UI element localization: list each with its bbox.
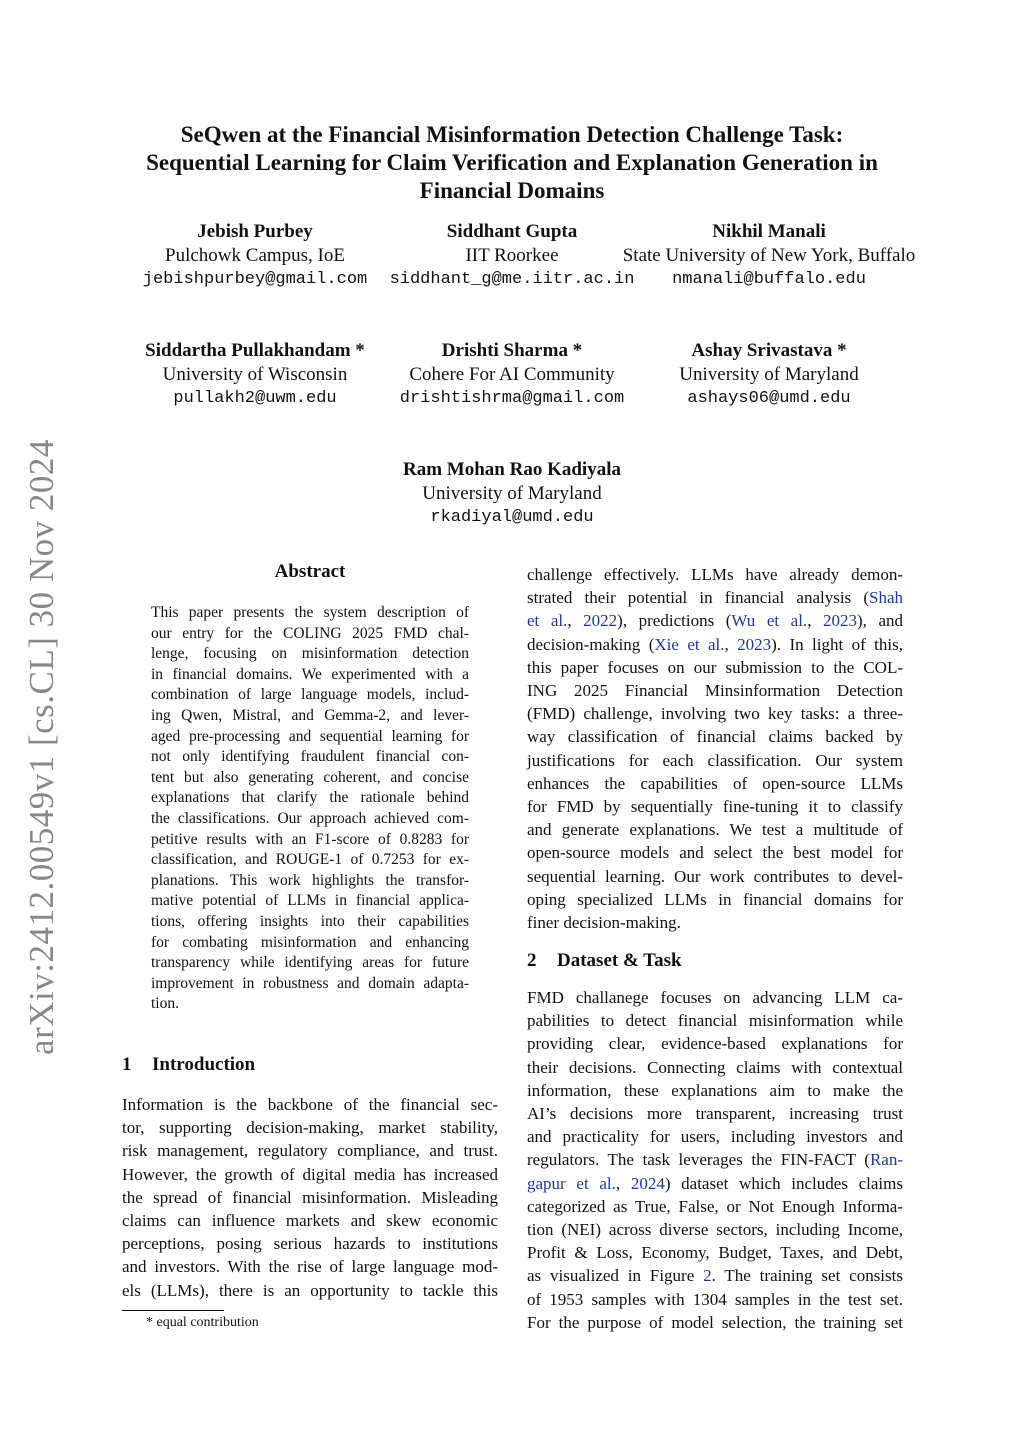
text-line: tor, supporting decision-making, market stability, bbox=[122, 1118, 498, 1138]
citation-link[interactable]: Wu et al. bbox=[731, 611, 808, 631]
citation-link[interactable]: Ran- bbox=[869, 1150, 903, 1170]
abstract-heading: Abstract bbox=[274, 561, 346, 582]
text-line: and investors. With the rise of large language mod- bbox=[122, 1257, 498, 1277]
text-line: ING 2025 Financial Minsinformation Detection bbox=[527, 681, 903, 701]
author-email[interactable]: rkadiyal@umd.edu bbox=[430, 508, 594, 527]
citation-link[interactable]: 2023 bbox=[823, 611, 857, 631]
text-line: For the purpose of model selection, the training set bbox=[527, 1312, 903, 1332]
author-affiliation: University of Maryland bbox=[679, 364, 859, 385]
author-affiliation: IIT Roorkee bbox=[465, 245, 559, 266]
section-title: Introduction bbox=[152, 1054, 256, 1075]
citation-link[interactable]: Xie et al. bbox=[654, 634, 725, 654]
author-email[interactable]: drishtishrma@gmail.com bbox=[399, 389, 625, 408]
dataset-body bbox=[527, 986, 903, 1334]
text-line: this paper focuses on our submission to the COL- bbox=[527, 657, 903, 677]
author-block bbox=[347, 458, 677, 530]
abstract-line: for combating misinformation and enhancing bbox=[151, 933, 469, 951]
abstract-line: tion. bbox=[151, 995, 179, 1013]
text-line: information, these explanations aim to make the bbox=[527, 1080, 903, 1100]
arxiv-identifier-text: arXiv:2412.00549v1 [cs.CL] 30 Nov 2024 bbox=[22, 439, 62, 1055]
footnote-rule bbox=[122, 1310, 224, 1311]
section-heading-introduction bbox=[122, 1054, 255, 1076]
abstract-line: our entry for the COLING 2025 FMD chal- bbox=[151, 624, 469, 642]
abstract-line: combination of large language models, includ- bbox=[151, 686, 469, 704]
text-line: et al., 2022), predictions (Wu et al., 2023), and bbox=[527, 611, 904, 631]
author-affiliation: Pulchowk Campus, IoE bbox=[165, 245, 345, 266]
text-line: enhances the capabilities of open-source LLMs bbox=[527, 773, 903, 793]
text-line: open-source models and select the best model for bbox=[527, 843, 903, 863]
text-line: challenge effectively. LLMs have already demon- bbox=[527, 565, 903, 584]
abstract-line: ing Qwen, Mistral, and Gemma-2, and lever- bbox=[151, 706, 469, 724]
abstract-line: the classifications. Our approach achieved com- bbox=[151, 809, 469, 827]
abstract-line: mative potential of LLMs in financial applica- bbox=[151, 892, 469, 910]
text-line: way classification of financial claims backed by bbox=[527, 727, 903, 747]
text-line: for FMD by sequentially fine-tuning it to classify bbox=[527, 797, 903, 817]
text-line: AI’s decisions more transparent, increasing trust bbox=[527, 1104, 903, 1124]
abstract-line: lenge, focusing on misinformation detection bbox=[151, 645, 469, 663]
abstract-line: tions, offering insights into their capabilities bbox=[151, 912, 469, 930]
abstract-body bbox=[151, 603, 469, 1015]
footnote: * equal contribution bbox=[146, 1315, 259, 1330]
text-line: justifications for each classification. Our system bbox=[527, 750, 903, 770]
citation-link[interactable]: Shah bbox=[869, 588, 903, 608]
text-line: the spread of financial misinformation. Misleading bbox=[122, 1187, 498, 1207]
section-number: 2 bbox=[527, 950, 537, 971]
text-line: claims can influence markets and skew economic bbox=[122, 1211, 498, 1231]
introduction-body bbox=[122, 1093, 498, 1302]
citation-link[interactable]: 2024 bbox=[630, 1173, 665, 1193]
text-line: sequential learning. Our work contributes to devel- bbox=[527, 866, 903, 886]
author-name: Jebish Purbey bbox=[197, 221, 313, 242]
abstract-line: This paper presents the system description of bbox=[151, 604, 469, 621]
citation-link[interactable]: gapur et al. bbox=[527, 1173, 616, 1193]
text-line: decision-making (Xie et al., 2023). In light of this, bbox=[527, 634, 903, 654]
text-line: oping specialized LLMs in financial domains for bbox=[527, 889, 903, 909]
abstract-line: classification, and ROUGE-1 of 0.7253 for ex- bbox=[151, 851, 469, 869]
abstract-line: improvement in robustness and domain adapta- bbox=[151, 974, 469, 992]
author-name: Ram Mohan Rao Kadiyala bbox=[403, 459, 621, 480]
arxiv-identifier bbox=[22, 439, 62, 1055]
text-line: regulators. The task leverages the FIN-FACT (Ran- bbox=[527, 1150, 903, 1170]
title-line-2: Sequential Learning for Claim Verification and Explanation Generation in bbox=[146, 150, 878, 175]
author-email[interactable]: ashays06@umd.edu bbox=[687, 389, 851, 408]
text-line: their decisions. Connecting claims with contextual bbox=[527, 1057, 903, 1077]
author-block bbox=[604, 220, 934, 292]
author-name: Siddartha Pullakhandam * bbox=[145, 340, 365, 361]
author-email[interactable]: nmanali@buffalo.edu bbox=[672, 270, 866, 289]
text-line: perceptions, posing serious hazards to institutions bbox=[122, 1234, 498, 1254]
title-line-3: Financial Domains bbox=[419, 178, 605, 203]
citation-link[interactable]: et al. bbox=[527, 611, 568, 631]
citation-link[interactable]: 2023 bbox=[737, 634, 772, 654]
author-name: Drishti Sharma * bbox=[441, 340, 583, 361]
introduction-continued bbox=[527, 563, 903, 934]
abstract-line: transparency while identifying areas for future bbox=[151, 954, 469, 972]
author-email[interactable]: pullakh2@uwm.edu bbox=[173, 389, 337, 408]
title-line-1: SeQwen at the Financial Misinformation Detection Challenge Task: bbox=[180, 122, 844, 147]
text-line: FMD challanege focuses on advancing LLM ca- bbox=[527, 988, 903, 1007]
author-name: Nikhil Manali bbox=[712, 221, 826, 242]
abstract-line: in financial domains. We experimented with a bbox=[151, 665, 469, 683]
text-line: categorized as True, False, or Not Enough Informa- bbox=[527, 1196, 903, 1216]
citation-link[interactable]: 2022 bbox=[583, 611, 618, 631]
text-line: Profit & Loss, Economy, Budget, Taxes, and Debt, bbox=[527, 1243, 903, 1263]
text-line: providing clear, evidence-based explanations for bbox=[527, 1034, 903, 1054]
paper-title bbox=[100, 121, 924, 205]
abstract-line: planations. This work highlights the transfor- bbox=[151, 871, 469, 889]
section-number: 1 bbox=[122, 1054, 132, 1075]
abstract-line: tent but also generating coherent, and concise bbox=[151, 768, 469, 786]
text-line: of 1953 samples with 1304 samples in the test set. bbox=[527, 1289, 903, 1309]
author-email[interactable]: jebishpurbey@gmail.com bbox=[142, 270, 368, 289]
figure-reference-link[interactable]: 2 bbox=[703, 1266, 712, 1286]
text-line: and generate explanations. We test a multitude of bbox=[527, 820, 903, 840]
author-affiliation: University of Wisconsin bbox=[162, 364, 348, 385]
author-block bbox=[604, 339, 934, 411]
author-name: Siddhant Gupta bbox=[446, 221, 578, 242]
author-affiliation: Cohere For AI Community bbox=[409, 364, 615, 385]
section-heading-dataset bbox=[527, 950, 682, 972]
abstract-line: aged pre-processing and sequential learning for bbox=[151, 727, 469, 745]
author-name: Ashay Srivastava * bbox=[691, 340, 847, 361]
author-affiliation: University of Maryland bbox=[422, 483, 602, 504]
text-line: strated their potential in financial analysis (Shah bbox=[527, 588, 903, 608]
text-line: finer decision-making. bbox=[527, 913, 681, 933]
text-line: gapur et al., 2024) dataset which includes claims bbox=[527, 1173, 903, 1193]
abstract-line: explanations that clarify the rationale behind bbox=[151, 789, 469, 807]
text-line: as visualized in Figure 2. The training set consists bbox=[527, 1266, 903, 1286]
text-line: However, the growth of digital media has increased bbox=[122, 1164, 498, 1184]
text-line: risk management, regulatory compliance, and trust. bbox=[122, 1141, 498, 1161]
text-line: pabilities to detect financial misinformation while bbox=[527, 1011, 903, 1031]
abstract-line: petitive results with an F1-score of 0.8283 for bbox=[151, 830, 469, 848]
text-line: tion (NEI) across diverse sectors, including Income, bbox=[527, 1220, 903, 1240]
author-affiliation: State University of New York, Buffalo bbox=[622, 245, 916, 266]
text-line: and practicality for users, including investors and bbox=[527, 1127, 903, 1147]
author-email[interactable]: siddhant_g@me.iitr.ac.in bbox=[389, 270, 635, 289]
abstract-line: not only identifying fraudulent financial con- bbox=[151, 748, 469, 766]
section-title: Dataset & Task bbox=[557, 950, 682, 971]
text-line: els (LLMs), there is an opportunity to tackle this bbox=[122, 1280, 498, 1300]
text-line: Information is the backbone of the financial sec- bbox=[122, 1095, 498, 1114]
text-line: (FMD) challenge, involving two key tasks: a three- bbox=[527, 704, 903, 724]
